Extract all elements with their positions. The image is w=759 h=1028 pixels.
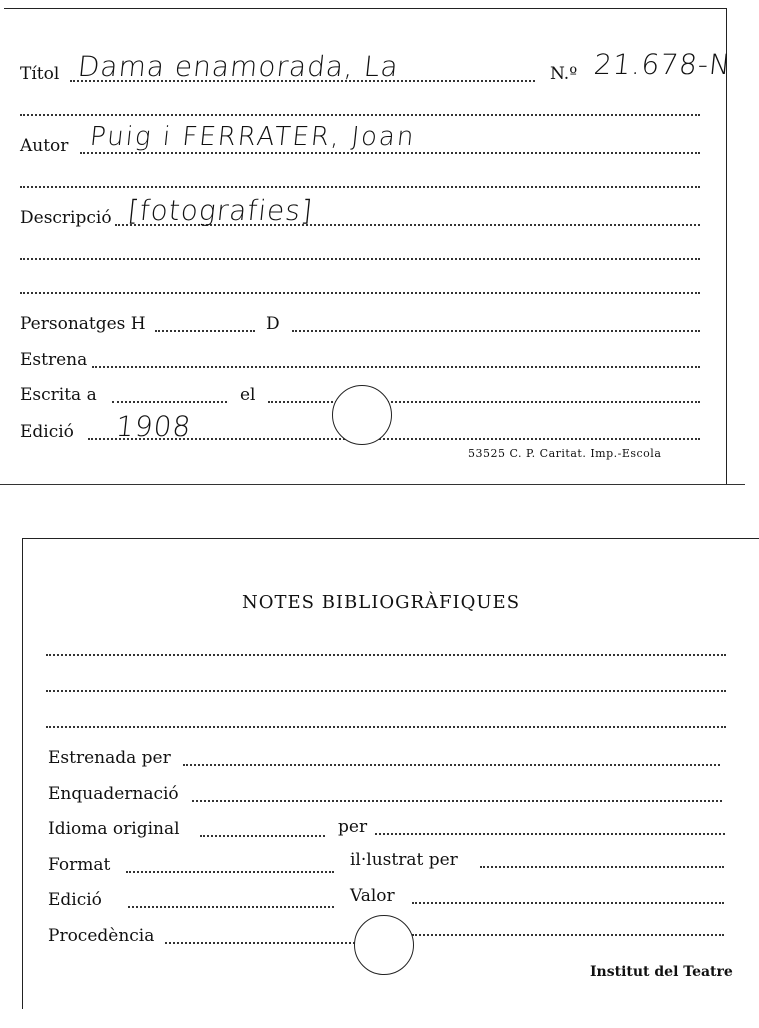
ruled-line	[46, 726, 726, 728]
ruled-line	[20, 114, 700, 116]
illustrat-line	[480, 866, 724, 868]
valor-line	[412, 902, 724, 904]
autor-value: Puig i FERRATER, Joan	[88, 122, 417, 152]
numero-label: N.º	[550, 64, 578, 84]
estrena-label: Estrena	[20, 350, 88, 370]
notes-heading: NOTES BIBLIOGRÀFIQUES	[242, 592, 521, 613]
escrita-label: Escrita a	[20, 385, 97, 405]
format-label: Format	[48, 855, 111, 875]
printer-imprint: 53525 C. P. Caritat. Imp.-Escola	[468, 447, 662, 460]
ruled-line	[20, 258, 700, 260]
el-label: el	[240, 385, 256, 405]
illustrat-label: il·lustrat per	[350, 850, 458, 870]
institution-name: Institut del Teatre	[590, 964, 733, 980]
escrita-a-line	[112, 401, 227, 403]
ruled-line	[46, 690, 726, 692]
punch-hole	[354, 915, 414, 975]
idioma-line	[200, 835, 325, 837]
idioma-label: Idioma original	[48, 819, 180, 839]
personatges-h-line	[155, 330, 255, 332]
descripcio-label: Descripció	[20, 208, 112, 228]
edicio-bottom-line	[128, 906, 334, 908]
escrita-el-line	[268, 401, 700, 403]
estrena-line	[92, 366, 700, 368]
punch-hole	[332, 385, 392, 445]
procedencia-label: Procedència	[48, 926, 155, 946]
ruled-line	[46, 654, 726, 656]
valor-label: Valor	[350, 886, 395, 906]
estrenada-line	[183, 764, 720, 766]
titol-value: Dama enamorada, La	[76, 50, 401, 83]
personatges-d-line	[292, 330, 700, 332]
autor-line	[80, 152, 700, 154]
enquadernacio-line	[192, 800, 722, 802]
personatges-d-label: D	[266, 314, 280, 334]
numero-value: 21.678-N	[592, 48, 733, 81]
edicio-label-bottom: Edició	[48, 890, 102, 910]
titol-label: Títol	[20, 64, 60, 84]
procedencia-line	[165, 942, 355, 944]
ruled-line	[20, 292, 700, 294]
idioma-per-line	[375, 833, 725, 835]
per-label: per	[338, 817, 368, 837]
edicio-label: Edició	[20, 422, 74, 442]
format-line	[126, 871, 334, 873]
personatges-label: Personatges H	[20, 314, 146, 334]
enquadernacio-label: Enquadernació	[48, 784, 179, 804]
card-top-bottom-edge	[0, 484, 745, 485]
descripcio-value: [fotografies]	[126, 194, 315, 227]
autor-label: Autor	[20, 136, 69, 156]
estrenada-label: Estrenada per	[48, 748, 171, 768]
ruled-line	[20, 186, 700, 188]
procedencia-line-2	[412, 934, 724, 936]
edicio-value: 1908	[114, 410, 193, 443]
